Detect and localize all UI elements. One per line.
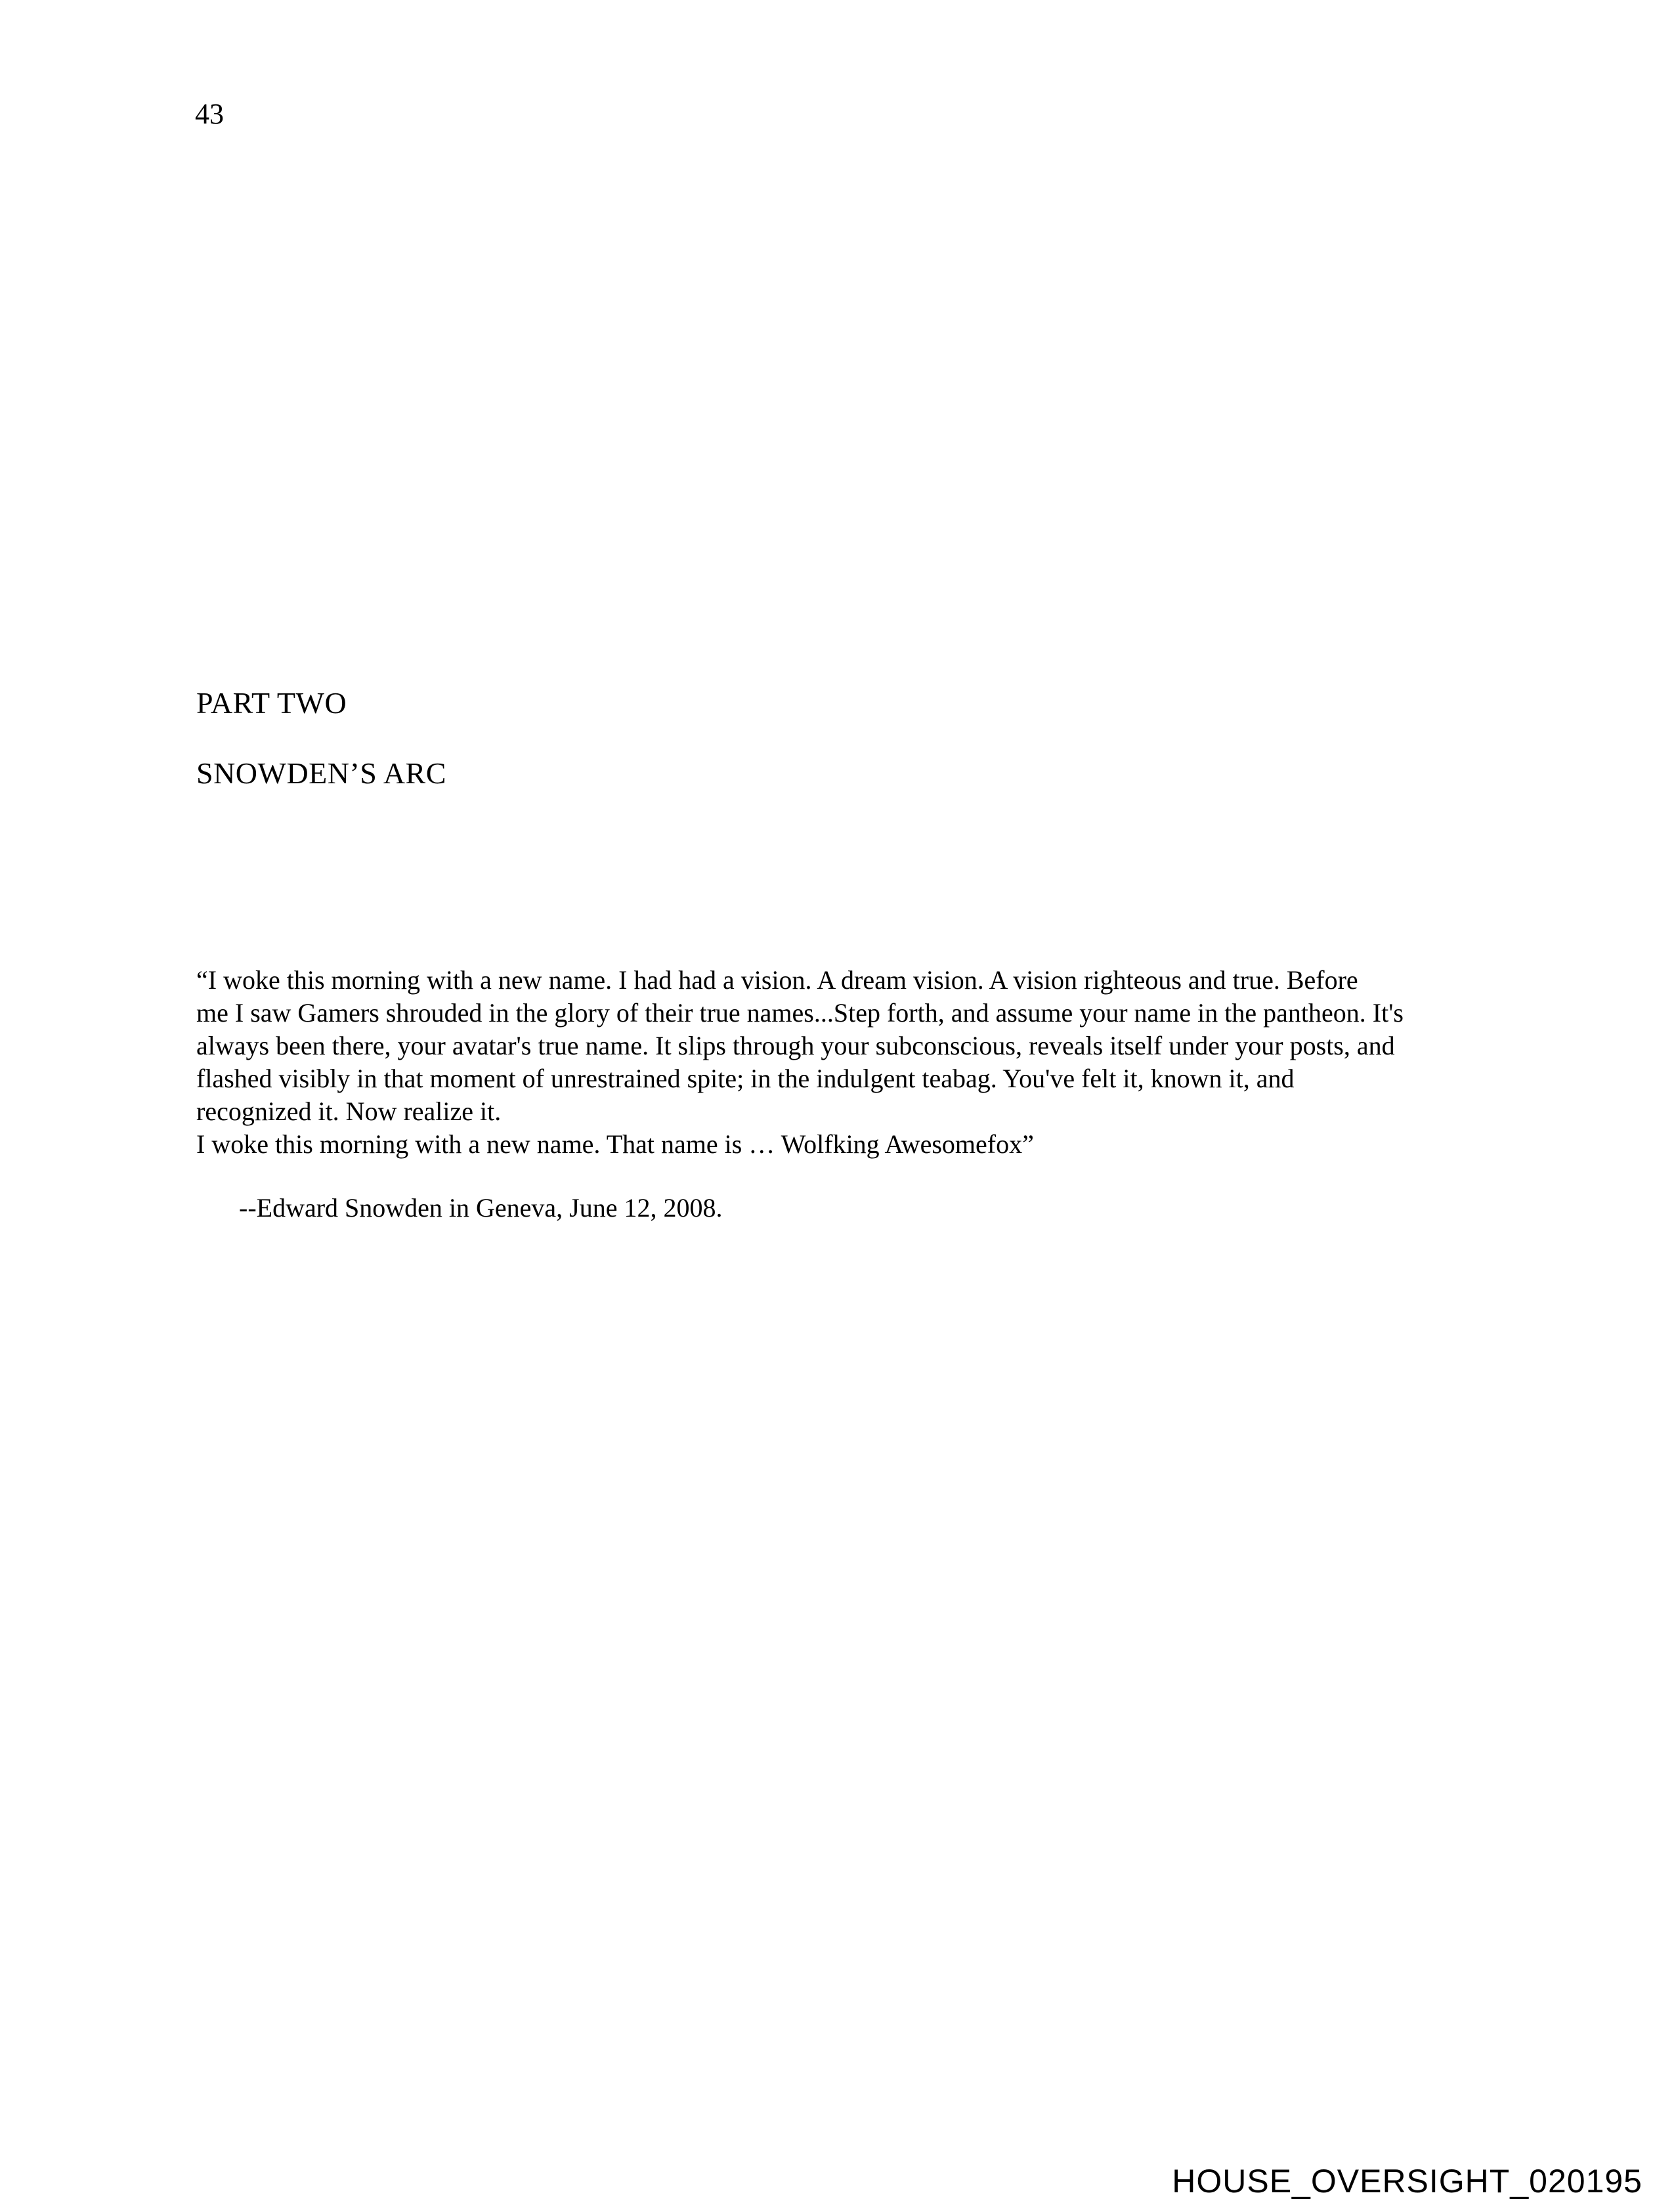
epigraph-line: recognized it. Now realize it. [196, 1096, 502, 1126]
epigraph-line: “I woke this morning with a new name. I had had a vision. A dream vision. A vision righteous and true. Before [196, 965, 1358, 995]
epigraph-line: always been there, your avatar's true name. It slips through your subconscious, reveals itself under your posts, and [196, 1031, 1395, 1060]
epigraph-quote [196, 964, 1503, 1161]
epigraph-line: flashed visibly in that moment of unrestrained spite; in the indulgent teabag. You've felt it, known it, and [196, 1064, 1295, 1093]
page-number: 43 [195, 98, 224, 130]
epigraph-attribution: --Edward Snowden in Geneva, June 12, 2008. [239, 1193, 723, 1223]
bates-stamp: HOUSE_OVERSIGHT_020195 [1172, 2163, 1642, 2200]
epigraph-line: me I saw Gamers shrouded in the glory of their true names...Step forth, and assume your name in the pantheon. It's [196, 998, 1404, 1028]
part-subtitle: SNOWDEN’S ARC [196, 756, 446, 790]
epigraph-line: I woke this morning with a new name. That name is … Wolfking Awesomefox” [196, 1129, 1034, 1159]
part-heading: PART TWO [196, 686, 347, 720]
